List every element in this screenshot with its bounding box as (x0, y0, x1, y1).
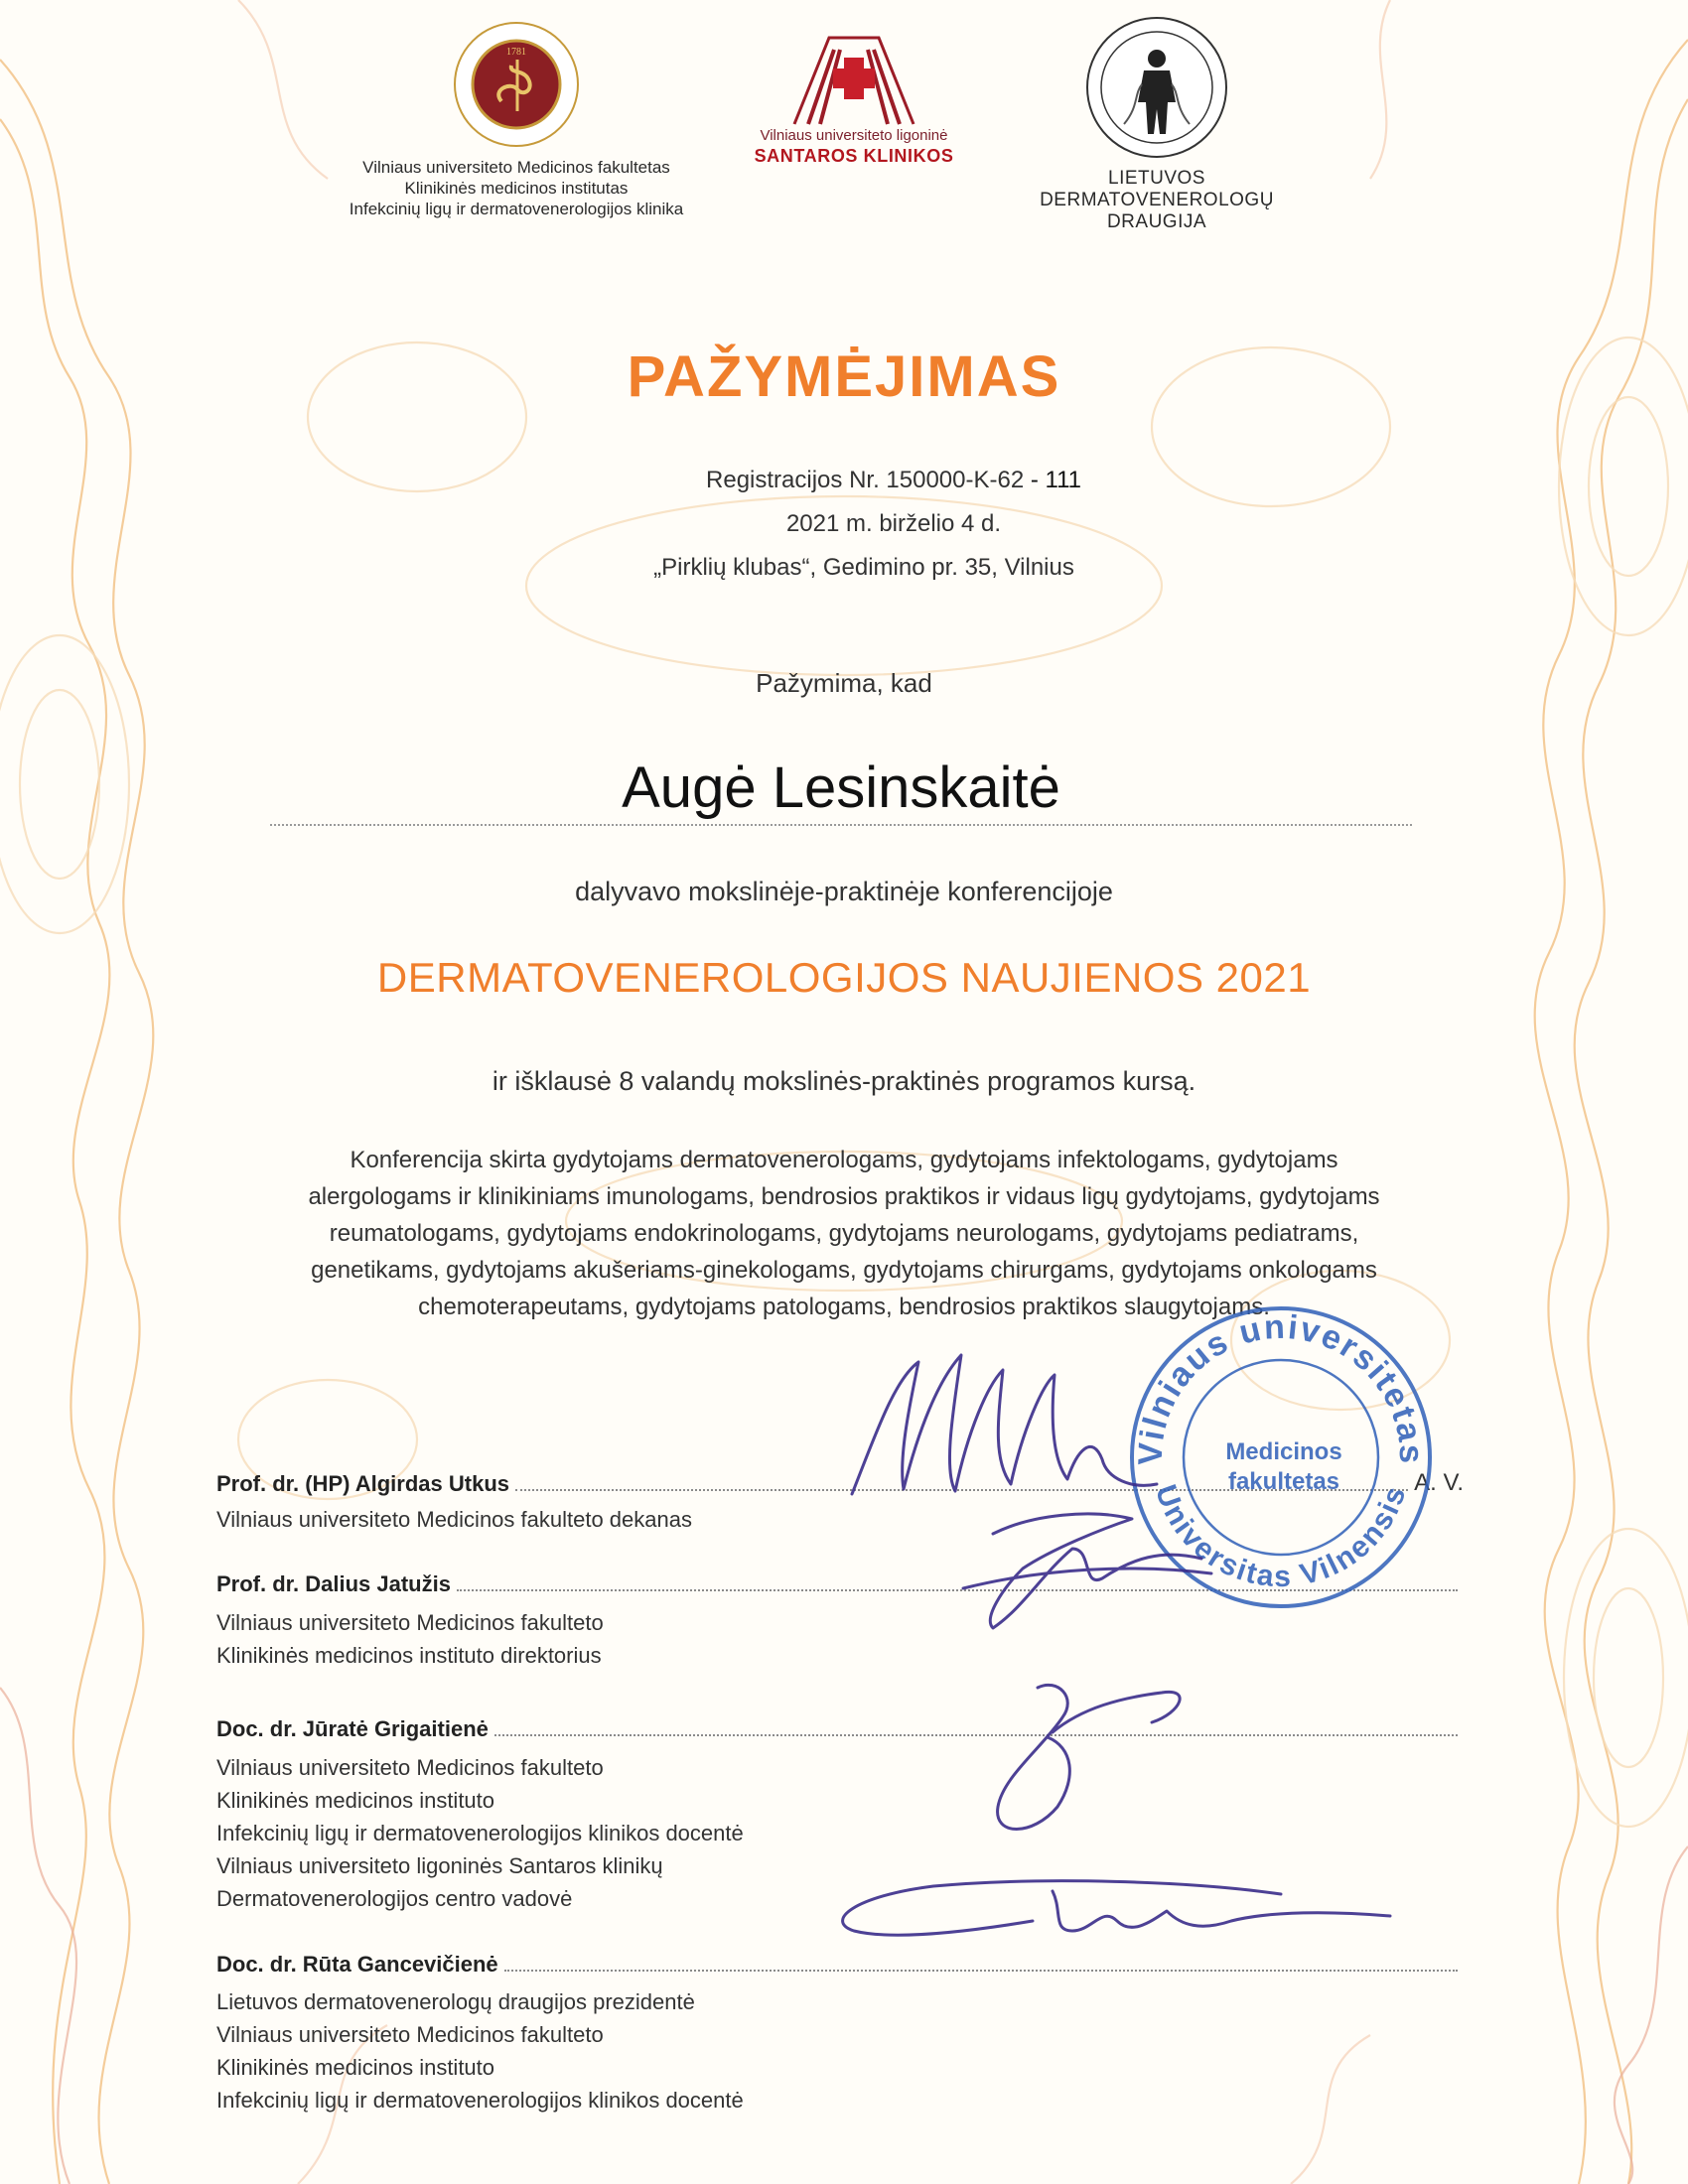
santaros-line-2: SANTAROS KLINIKOS (754, 146, 954, 166)
ldd-line-1: LIETUVOS (1108, 168, 1205, 189)
signatory-4-name: Doc. dr. Rūta Gancevičienė (216, 1952, 498, 1977)
signatory-4-title (216, 1985, 744, 2116)
signatory-2-name: Prof. dr. Dalius Jatužis (216, 1571, 451, 1596)
signatory-1-row (216, 1469, 1464, 1497)
vu-faculty-line-3: Infekcinių ligų ir dermatovenerologijos klinika (349, 200, 684, 218)
registration-number-suffix: - 111 (1024, 467, 1081, 493)
registration-number: Registracijos Nr. 150000-K-62 (706, 467, 1025, 493)
registration-number-line (0, 459, 1688, 502)
signatory-1-line-1: Vilniaus universiteto Medicinos fakulteto dekanas (216, 1507, 692, 1532)
audience-line-5: chemoterapeutams, gydytojams patologams, bendrosios praktikos slaugytojams. (418, 1294, 1270, 1320)
audience-text (0, 1142, 1688, 1325)
signatory-1-av: A. V. (1414, 1469, 1464, 1496)
signatory-3-name: Doc. dr. Jūratė Grigaitienė (216, 1716, 489, 1741)
seal-year: 1781 (506, 47, 526, 58)
conference-title: DERMATOVENEROLOGIJOS NAUJIENOS 2021 (376, 954, 1312, 1001)
signature-line (504, 1969, 1458, 1972)
santaros-clinics-logo-icon (784, 30, 923, 127)
signature-line (457, 1588, 1458, 1591)
signature-line (494, 1733, 1458, 1736)
santaros-logo-block (735, 30, 973, 167)
participated-text: dalyvavo mokslinėje-praktinėje konferencijoje (575, 877, 1113, 906)
audience-line-1: Konferencija skirta gydytojams dermatovenerologams, gydytojams infektologams, gydytojams (350, 1147, 1338, 1173)
course-text: ir išklausė 8 valandų mokslinės-praktinės programos kursą. (492, 1066, 1196, 1096)
signature-line (515, 1488, 1408, 1491)
participant-name: Augė Lesinskaitė (622, 755, 1060, 820)
signatory-4-line-3: Klinikinės medicinos instituto (216, 2055, 495, 2080)
signatory-3-row (216, 1716, 1464, 1742)
audience-line-4: genetikams, gydytojams akušeriams-ginekologams, gydytojams chirurgams, gydytojams onkologams (311, 1257, 1377, 1284)
vu-medicine-faculty-seal-icon (452, 20, 581, 149)
ldd-society-seal-icon (1084, 15, 1229, 160)
vu-faculty-line-2: Klinikinės medicinos institutas (404, 179, 629, 198)
vu-faculty-line-1: Vilniaus universiteto Medicinos fakultetas (362, 158, 670, 177)
stamp-center-2: fakultetas (1227, 1468, 1340, 1495)
signatory-3-line-3: Infekcinių ligų ir dermatovenerologijos klinikos docentė (216, 1821, 744, 1845)
signatory-2-row (216, 1571, 1464, 1597)
participant-name-line (270, 752, 1412, 826)
audience-line-2: alergologams ir klinikiniams imunologams, bendrosios praktikos ir vidaus ligų gydytojams, gydytojams (308, 1183, 1380, 1210)
ldd-logo-block (1023, 15, 1291, 233)
event-date: 2021 m. birželio 4 d. (785, 510, 1002, 537)
signatory-4-line-2: Vilniaus universiteto Medicinos fakulteto (216, 2022, 604, 2047)
stamp-ring-top: Vilniaus universitetas (1131, 1307, 1431, 1466)
ldd-line-2: DERMATOVENEROLOGŲ (1040, 190, 1274, 210)
signatory-1-name: Prof. dr. (HP) Algirdas Utkus (216, 1471, 510, 1496)
santaros-line-1: Vilniaus universiteto ligoninė (760, 127, 948, 144)
signatory-2-line-1: Vilniaus universiteto Medicinos fakulteto (216, 1610, 604, 1635)
signatory-3-title (216, 1751, 744, 1915)
signatory-4-row (216, 1952, 1464, 1978)
registration-block (0, 459, 1688, 590)
signatory-3-line-1: Vilniaus universiteto Medicinos fakulteto (216, 1755, 604, 1780)
signatory-2-title (216, 1606, 604, 1672)
stamp-center-1: Medicinos (1225, 1438, 1342, 1465)
signatory-2-line-2: Klinikinės medicinos instituto direktorius (216, 1643, 602, 1668)
stamp-ring-bottom: Universitas Vilnensis (1148, 1480, 1413, 1594)
signatory-3-line-5: Dermatovenerologijos centro vadovė (216, 1886, 573, 1911)
signatory-1-title (216, 1503, 692, 1536)
signatory-4-line-4: Infekcinių ligų ir dermatovenerologijos klinikos docentė (216, 2088, 744, 2113)
certifies-text: Pažymima, kad (756, 668, 932, 698)
certificate-title: PAŽYMĖJIMAS (627, 344, 1061, 409)
signatory-3-line-2: Klinikinės medicinos instituto (216, 1788, 495, 1813)
event-location: „Pirklių klubas“, Gedimino pr. 35, Vilnius (653, 554, 1074, 581)
vu-faculty-logo-block (328, 20, 705, 219)
ldd-line-3: DRAUGIJA (1106, 211, 1207, 232)
signatory-3-line-4: Vilniaus universiteto ligoninės Santaros klinikų (216, 1853, 663, 1878)
signatory-4-line-1: Lietuvos dermatovenerologų draugijos prezidentė (216, 1989, 695, 2014)
audience-line-3: reumatologams, gydytojams endokrinologams, gydytojams neurologams, gydytojams pediatrams, (329, 1220, 1359, 1247)
